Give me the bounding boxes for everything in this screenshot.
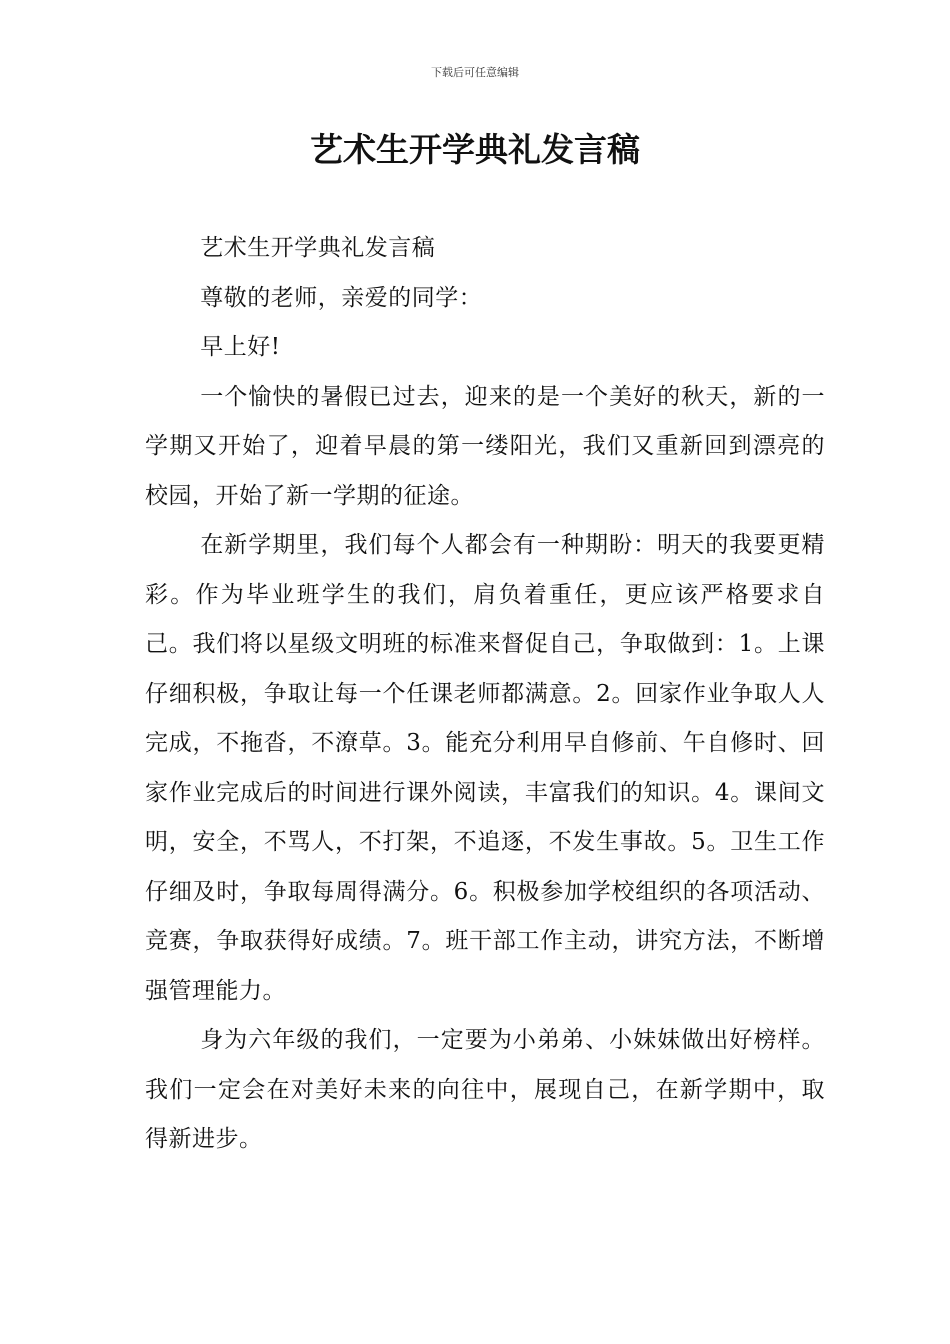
document-title: 艺术生开学典礼发言稿 bbox=[310, 130, 640, 169]
paragraph-body: 在新学期里，我们每个人都会有一种期盼：明天的我要更精彩。作为毕业班学生的我们，肩负着重任，更应该严格要求自己。我们将以星级文明班的标准来督促自己，争取做到：1。上课仔细积极，争取让每一个任课老师都满意。2。回家作业争取人人完成，不拖沓，不潦草。3。能充分利用早自修前、午自修时、回家作业完成后的时间进行课外阅读，丰富我们的知识。4。课间文明，安全，不骂人，不打架，不追逐，不发生事故。5。卫生工作仔细及时，争取每周得满分。6。积极参加学校组织的各项活动、竞赛，争取获得好成绩。7。班干部工作主动，讲究方法，不断增强管理能力。 bbox=[145, 532, 825, 1004]
paragraph-body: 身为六年级的我们，一定要为小弟弟、小妹妹做出好榜样。我们一定会在对美好未来的向往中，展现自己，在新学期中，取得新进步。 bbox=[145, 1027, 825, 1152]
paragraph-greeting: 早上好! bbox=[200, 334, 281, 360]
paragraph-body: 一个愉快的暑假已过去，迎来的是一个美好的秋天，新的一学期又开始了，迎着早晨的第一缕阳光，我们又重新回到漂亮的校园，开始了新一学期的征途。 bbox=[145, 383, 825, 509]
paragraph-subtitle: 艺术生开学典礼发言稿 bbox=[200, 235, 436, 261]
document-body bbox=[145, 224, 825, 1165]
header-note: 下载后可任意编辑 bbox=[431, 66, 519, 79]
paragraph-salutation: 尊敬的老师，亲爱的同学： bbox=[200, 284, 483, 311]
